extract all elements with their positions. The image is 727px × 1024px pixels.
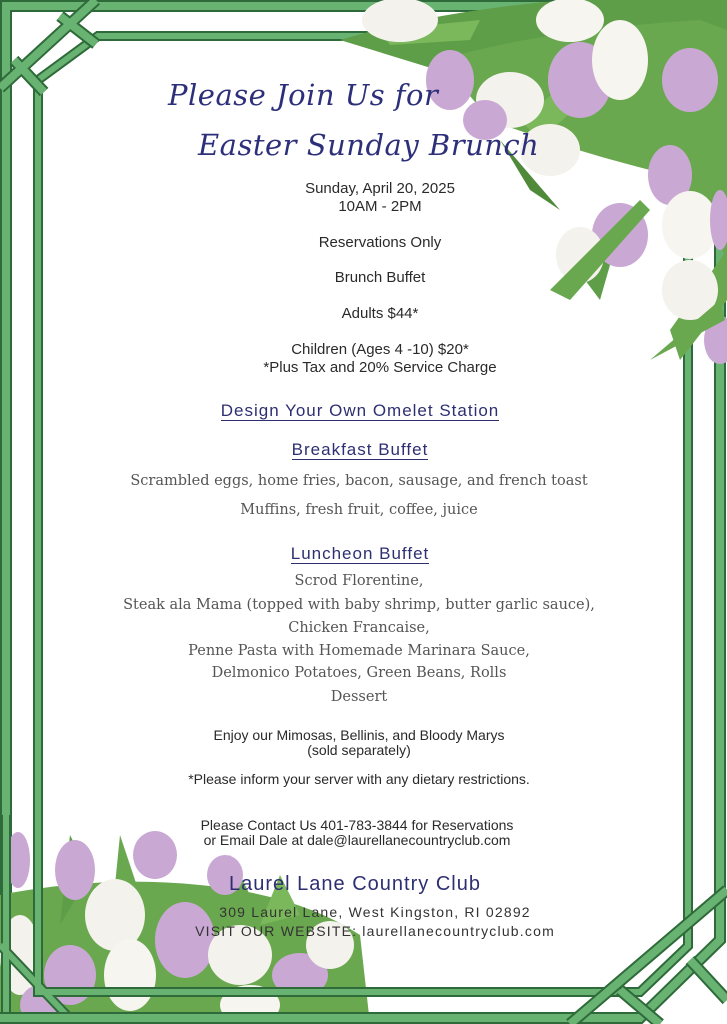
title-line-1: Please Join Us for — [168, 78, 439, 112]
reservations-note: Reservations Only — [318, 234, 442, 251]
title-line-2: Easter Sunday Brunch — [198, 128, 540, 162]
luncheon-heading-label: Luncheon Buffet — [290, 544, 430, 563]
luncheon-item: Chicken Francaise, — [288, 620, 430, 636]
breakfast-item: Muffins, fresh fruit, coffee, juice — [240, 502, 478, 518]
club-name: Laurel Lane Country Club — [229, 873, 481, 895]
event-time: 10AM - 2PM — [338, 198, 422, 215]
omelet-station-heading — [0, 401, 720, 421]
breakfast-item: Scrambled eggs, home fries, bacon, sausage, and french toast — [130, 473, 588, 489]
drinks-line-1: Enjoy our Mimosas, Bellinis, and Bloody Marys — [213, 727, 505, 743]
luncheon-item: Penne Pasta with Homemade Marinara Sauce, — [188, 643, 530, 659]
adults-price: Adults $44* — [341, 305, 419, 322]
event-date: Sunday, April 20, 2025 — [305, 180, 455, 197]
omelet-station-label: Design Your Own Omelet Station — [220, 401, 500, 420]
brunch-format: Brunch Buffet — [334, 269, 426, 286]
breakfast-heading — [0, 440, 720, 460]
luncheon-item: Delmonico Potatoes, Green Beans, Rolls — [211, 665, 507, 681]
contact-line-1: Please Contact Us 401-783-3844 for Reservations — [200, 817, 514, 833]
club-website[interactable]: VISIT OUR WEBSITE: laurellanecountryclub.com — [195, 923, 555, 939]
luncheon-heading — [0, 544, 720, 564]
contact-line-2: or Email Dale at dale@laurellanecountryclub.com — [203, 832, 511, 848]
children-price: Children (Ages 4 -10) $20* — [291, 341, 469, 358]
luncheon-item: Dessert — [330, 689, 388, 705]
luncheon-item: Scrod Florentine, — [294, 573, 424, 589]
luncheon-item: Steak ala Mama (topped with baby shrimp, butter garlic sauce), — [123, 597, 595, 613]
breakfast-heading-label: Breakfast Buffet — [291, 440, 429, 459]
tax-note: *Plus Tax and 20% Service Charge — [263, 359, 497, 376]
dietary-note: *Please inform your server with any dietary restrictions. — [188, 771, 530, 787]
drinks-line-2: (sold separately) — [307, 742, 411, 758]
club-address: 309 Laurel Lane, West Kingston, RI 02892 — [219, 904, 531, 920]
